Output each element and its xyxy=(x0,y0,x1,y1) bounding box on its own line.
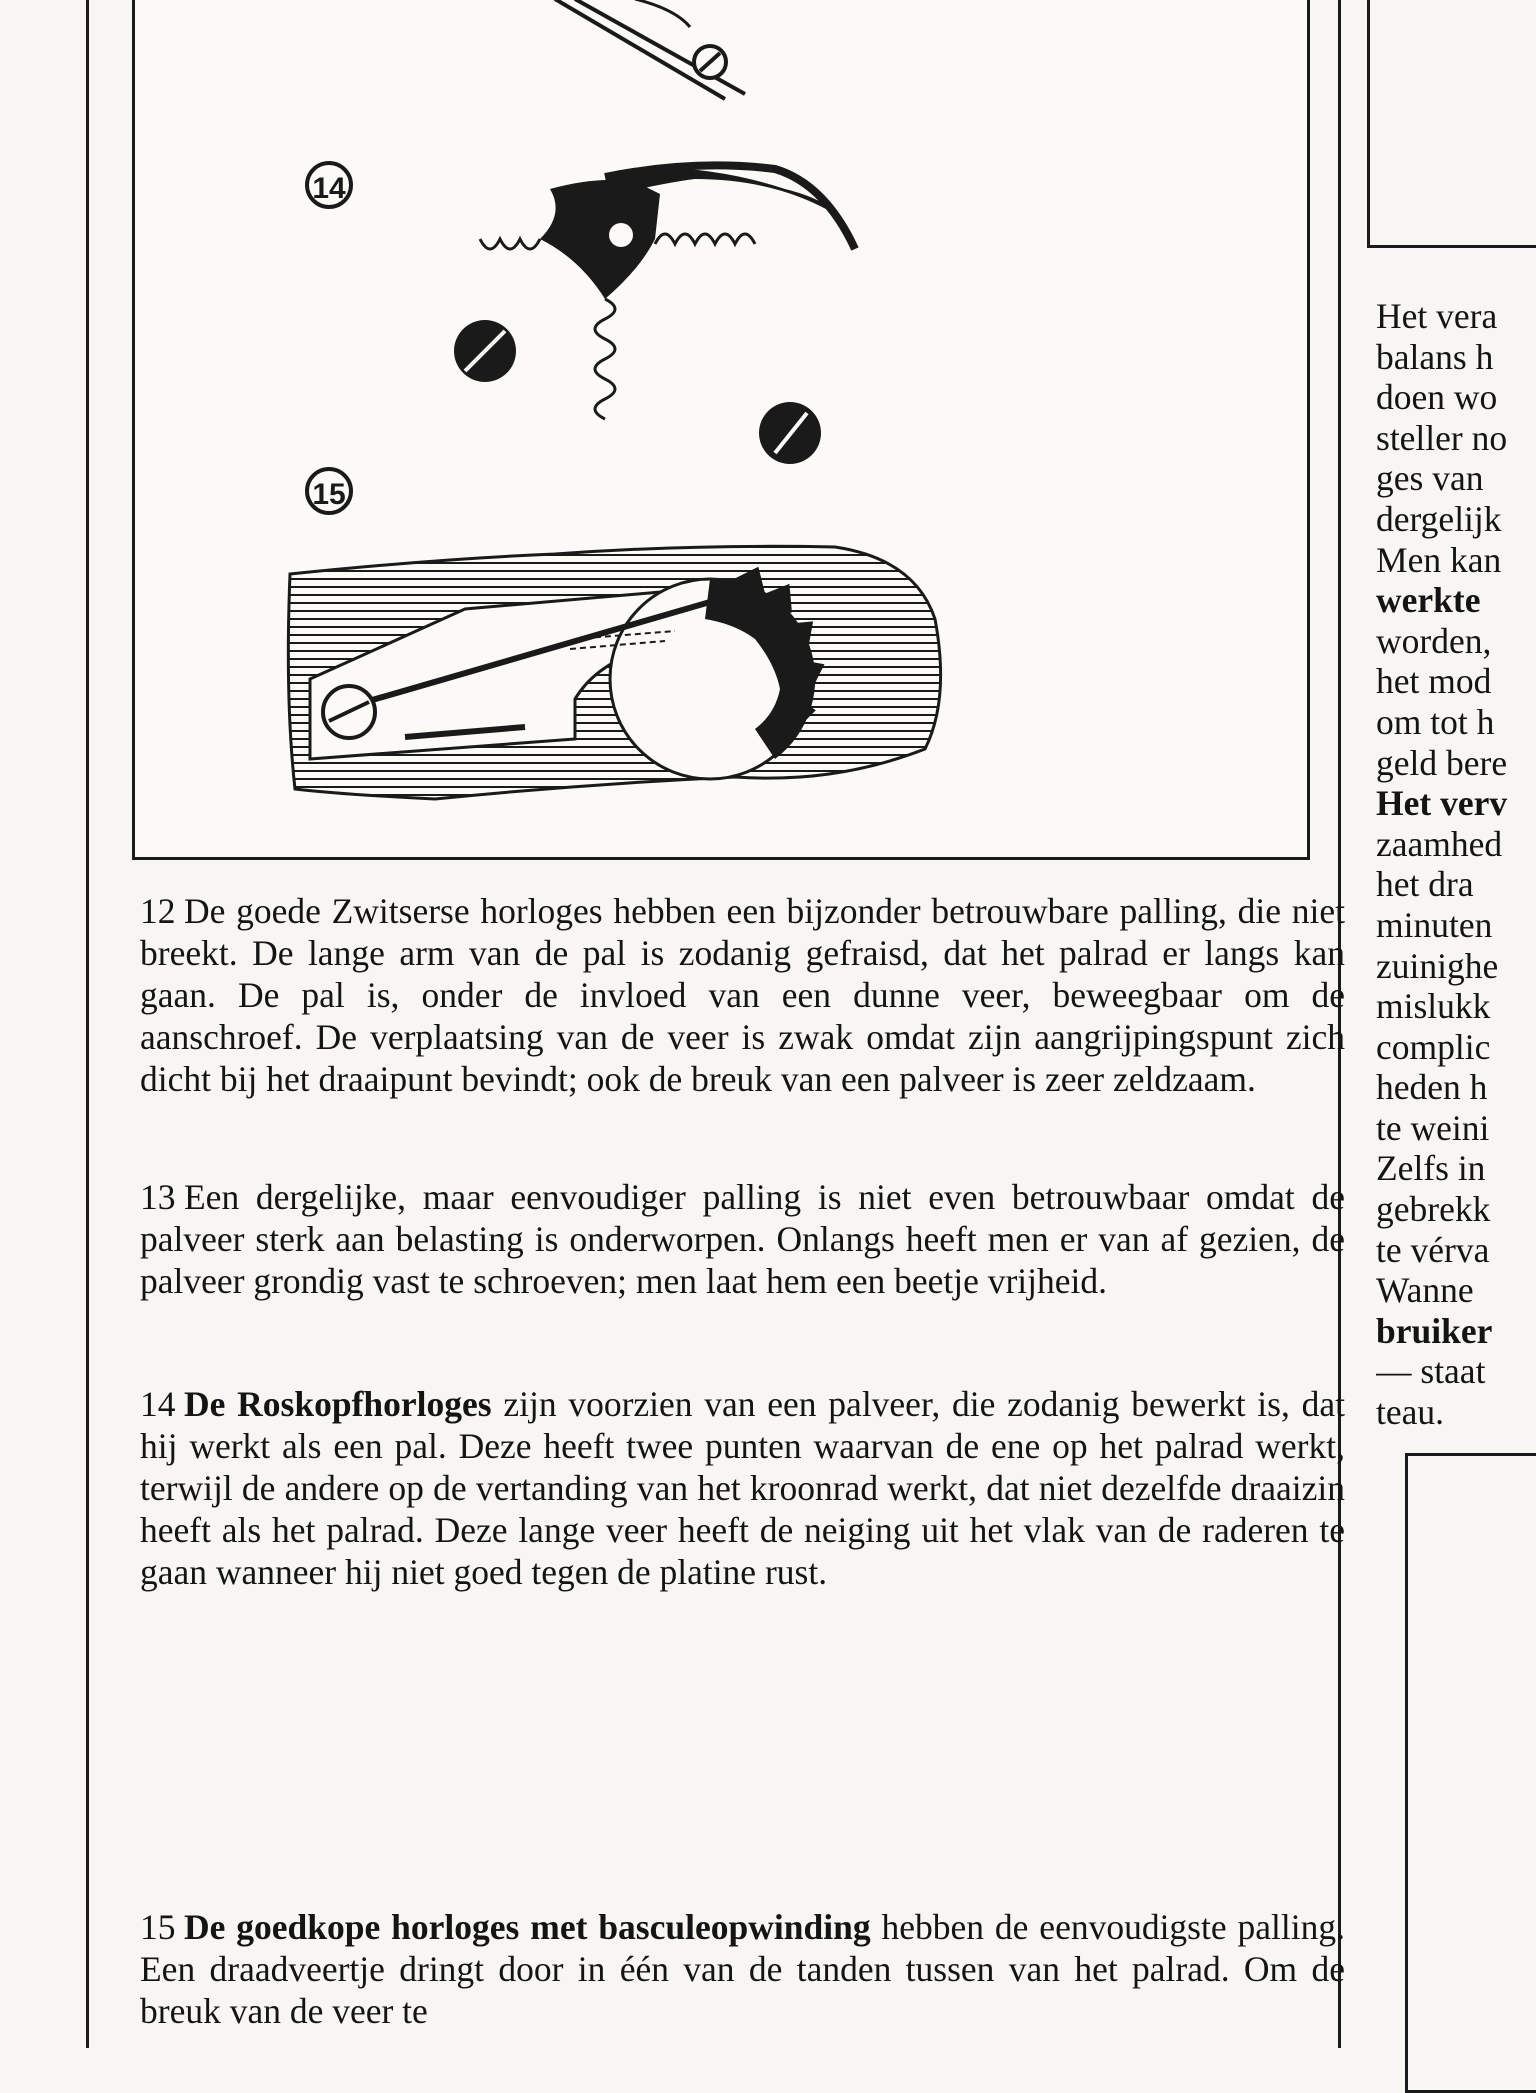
paragraph-text: hebben de eenvoudigste palling. Een draadveertje dringt door in één van de tanden tussen van het palrad. Om de breuk van de veer te xyxy=(140,1907,1345,2031)
pawl-illustrations xyxy=(135,0,1307,857)
figure-label-14: 14 xyxy=(312,172,346,205)
right-line: dergelijk xyxy=(1376,498,1502,539)
right-line: minuten xyxy=(1376,904,1493,945)
paragraph-number: 13 xyxy=(140,1177,176,1217)
figure-14 xyxy=(307,163,855,464)
paragraph-number: 14 xyxy=(140,1384,176,1424)
right-column-figure-box-top xyxy=(1367,0,1536,248)
figure-label-15: 15 xyxy=(312,478,346,511)
right-line: worden, xyxy=(1376,620,1492,661)
right-line: gebrekk xyxy=(1376,1189,1491,1230)
right-line: zaamhed xyxy=(1376,823,1503,864)
right-line: steller no xyxy=(1376,417,1508,458)
right-line: heden h xyxy=(1376,1067,1488,1108)
paragraph-text: zijn voorzien van een palveer, die zodanig bewerkt is, dat hij werkt als een pal. Deze heeft twee punten waarvan de ene op het palrad werkt, terwijl de andere op de vertanding van het kroonrad werkt, dat niet dezelfde draaizin heeft als het palrad. Deze lange veer heeft de neiging uit het vlak van de raderen te gaan wanneer hij niet goed tegen de platine rust. xyxy=(140,1384,1345,1592)
right-line: Het verv xyxy=(1376,783,1508,824)
paragraph-lead: De Roskopfhorloges xyxy=(184,1384,492,1424)
right-line: zuinighe xyxy=(1376,945,1499,986)
previous-figure-fragment xyxy=(555,0,745,99)
right-column-figure-box-bottom xyxy=(1405,1453,1536,2093)
right-column-text xyxy=(1376,296,1536,1433)
right-line: werkte xyxy=(1376,580,1481,621)
paragraph-text: Een dergelijke, maar eenvoudiger palling is niet even betrouwbaar omdat de palveer sterk aan belasting is onderworpen. Onlangs heeft men er van af gezien, de palveer grondig vast te schroeven; men laat hem een beetje vrijheid. xyxy=(140,1177,1345,1301)
right-line: te vérva xyxy=(1376,1229,1490,1270)
right-line: mislukk xyxy=(1376,986,1491,1027)
right-line: doen wo xyxy=(1376,377,1498,418)
paragraph-12 xyxy=(140,890,1345,1100)
right-line: complic xyxy=(1376,1026,1491,1067)
right-line: teau. xyxy=(1376,1392,1445,1433)
left-margin-rule xyxy=(86,0,89,2048)
right-line: Zelfs in xyxy=(1376,1148,1486,1189)
paragraph-14 xyxy=(140,1383,1345,1593)
right-line: bruiker xyxy=(1376,1310,1493,1351)
right-line: Het vera xyxy=(1376,296,1498,336)
paragraph-text: De goede Zwitserse horloges hebben een bijzonder betrouwbare palling, die niet breekt. De lange arm van de pal is zodanig gefraisd, dat het palrad er langs kan gaan. De pal is, onder de invloed van een dunne veer, beweegbaar om de aanschroef. De verplaatsing van de veer is zwak omdat zijn aangrijpingspunt zich dicht bij het draaipunt bevindt; ook de breuk van een palveer is zeer zeldzaam. xyxy=(140,891,1345,1099)
paragraph-15 xyxy=(140,1906,1345,2032)
paragraph-number: 12 xyxy=(140,891,176,931)
right-line: balans h xyxy=(1376,336,1494,377)
right-line: het mod xyxy=(1376,661,1492,702)
right-line: ges van xyxy=(1376,458,1484,499)
paragraph-13 xyxy=(140,1176,1345,1302)
right-line: Men kan xyxy=(1376,539,1502,580)
figure-box xyxy=(132,0,1310,860)
right-line: Wanne xyxy=(1376,1270,1474,1311)
right-line: te weini xyxy=(1376,1107,1490,1148)
figure-15 xyxy=(288,469,940,799)
right-line: om tot h xyxy=(1376,701,1495,742)
right-line: het dra xyxy=(1376,864,1474,905)
right-line: — staat xyxy=(1376,1351,1486,1392)
right-line: geld bere xyxy=(1376,742,1508,783)
paragraph-number: 15 xyxy=(140,1907,176,1947)
paragraph-lead: De goedkope horloges met basculeopwinding xyxy=(184,1907,871,1947)
